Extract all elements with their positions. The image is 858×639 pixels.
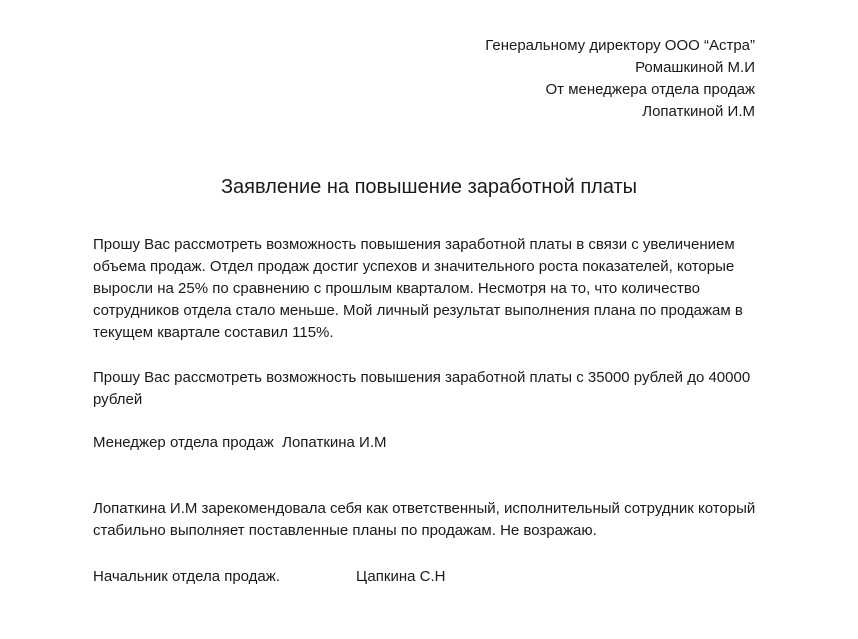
request-paragraph-reason: Прошу Вас рассмотреть возможность повышения заработной платы в связи с увеличением объема продаж. Отдел продаж достиг успехов и значительного роста показателей, которые выросли на 25% по сравнению с прошлым кварталом. Несмотря на то, что количество сотрудников отдела стало меньше. Мой личный результат выполнения плана по продажам в текущем квартале составил 115%. — [93, 236, 743, 341]
document-title: Заявление на повышение заработной платы — [220, 176, 638, 198]
addressee-block — [485, 35, 755, 123]
addressee-line-director-name: Ромашкиной М.И — [635, 59, 755, 76]
addressee-line-director: Генеральному директору ООО “Астра” — [485, 37, 755, 54]
manager-resolution-paragraph: Лопаткина И.М зарекомендовала себя как ответственный, исполнительный сотрудник который стабильно выполняет поставленные планы по продажам. Не возражаю. — [93, 500, 756, 539]
head-signature-position: Начальник отдела продаж. — [93, 568, 280, 585]
addressee-line-sender-name: Лопаткиной И.М — [642, 103, 755, 120]
applicant-signature-line: Менеджер отдела продаж Лопаткина И.М — [93, 434, 387, 451]
addressee-line-from: От менеджера отдела продаж — [545, 81, 755, 98]
request-paragraph-amount: Прошу Вас рассмотреть возможность повышения заработной платы с 35000 рублей до 40000 рублей — [93, 369, 751, 408]
head-signature-name: Цапкина С.Н — [356, 568, 446, 585]
